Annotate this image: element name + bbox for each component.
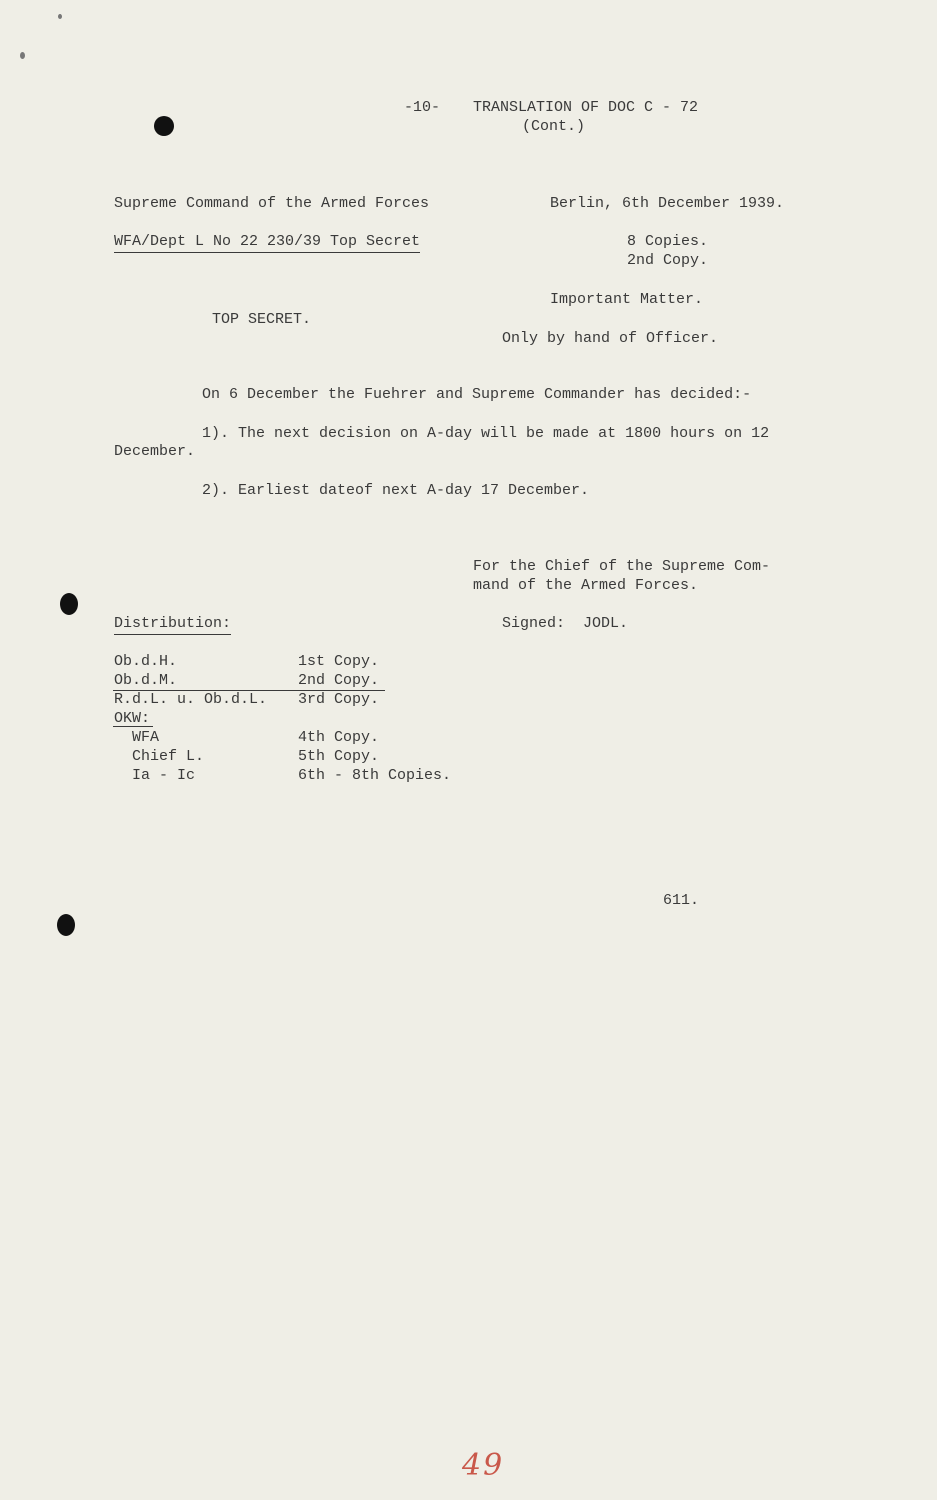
distribution-copy: 1st Copy. [298, 653, 380, 670]
document-title-cont: (Cont.) [522, 118, 586, 135]
handling-note: Only by hand of Officer. [502, 330, 719, 347]
decision-item-1-cont: December. [114, 443, 196, 460]
reference-number: WFA/Dept L No 22 230/39 Top Secret [114, 232, 420, 253]
punch-hole-top [154, 116, 174, 136]
distribution-recipient: R.d.L. u. Ob.d.L. [114, 691, 268, 708]
document-number: 611. [663, 892, 700, 909]
decision-item-2: 2). Earliest dateof next A-day 17 December. [202, 482, 590, 499]
punch-hole-bottom [57, 914, 75, 936]
distribution-copy: 5th Copy. [298, 748, 380, 765]
copies-count: 8 Copies. [627, 233, 709, 250]
issuing-authority: Supreme Command of the Armed Forces [114, 195, 430, 212]
distribution-heading: Distribution: [114, 614, 231, 635]
handwritten-page-number: 49 [462, 1448, 505, 1483]
distribution-copy: 6th - 8th Copies. [298, 767, 452, 784]
okw-underline [113, 726, 153, 727]
distribution-recipient: Ob.d.M. [114, 672, 178, 689]
decision-item-1: 1). The next decision on A-day will be made at 1800 hours on 12 [202, 425, 770, 442]
punch-hole-middle [60, 593, 78, 615]
page-marker: -10- [404, 99, 441, 116]
document-title: TRANSLATION OF DOC C - 72 [473, 99, 699, 116]
distribution-recipient: Chief L. [114, 748, 205, 765]
distribution-recipient: WFA [114, 729, 160, 746]
distribution-recipient: Ob.d.H. [114, 653, 178, 670]
decision-intro: On 6 December the Fuehrer and Supreme Commander has decided:- [202, 386, 752, 403]
signature-for-line-cont: mand of the Armed Forces. [473, 577, 699, 594]
importance-note: Important Matter. [550, 291, 704, 308]
copy-number: 2nd Copy. [627, 252, 709, 269]
distribution-recipient: OKW: [114, 710, 151, 727]
place-date: Berlin, 6th December 1939. [550, 195, 785, 212]
distribution-copy: 4th Copy. [298, 729, 380, 746]
corner-mark-2 [20, 52, 25, 59]
distribution-recipient: Ia - Ic [114, 767, 196, 784]
distribution-copy: 3rd Copy. [298, 691, 380, 708]
classification: TOP SECRET. [212, 311, 312, 328]
signed-by: Signed: JODL. [502, 615, 629, 632]
distribution-copy: 2nd Copy. [298, 672, 380, 689]
corner-mark [58, 14, 62, 19]
signature-for-line: For the Chief of the Supreme Com- [473, 558, 771, 575]
